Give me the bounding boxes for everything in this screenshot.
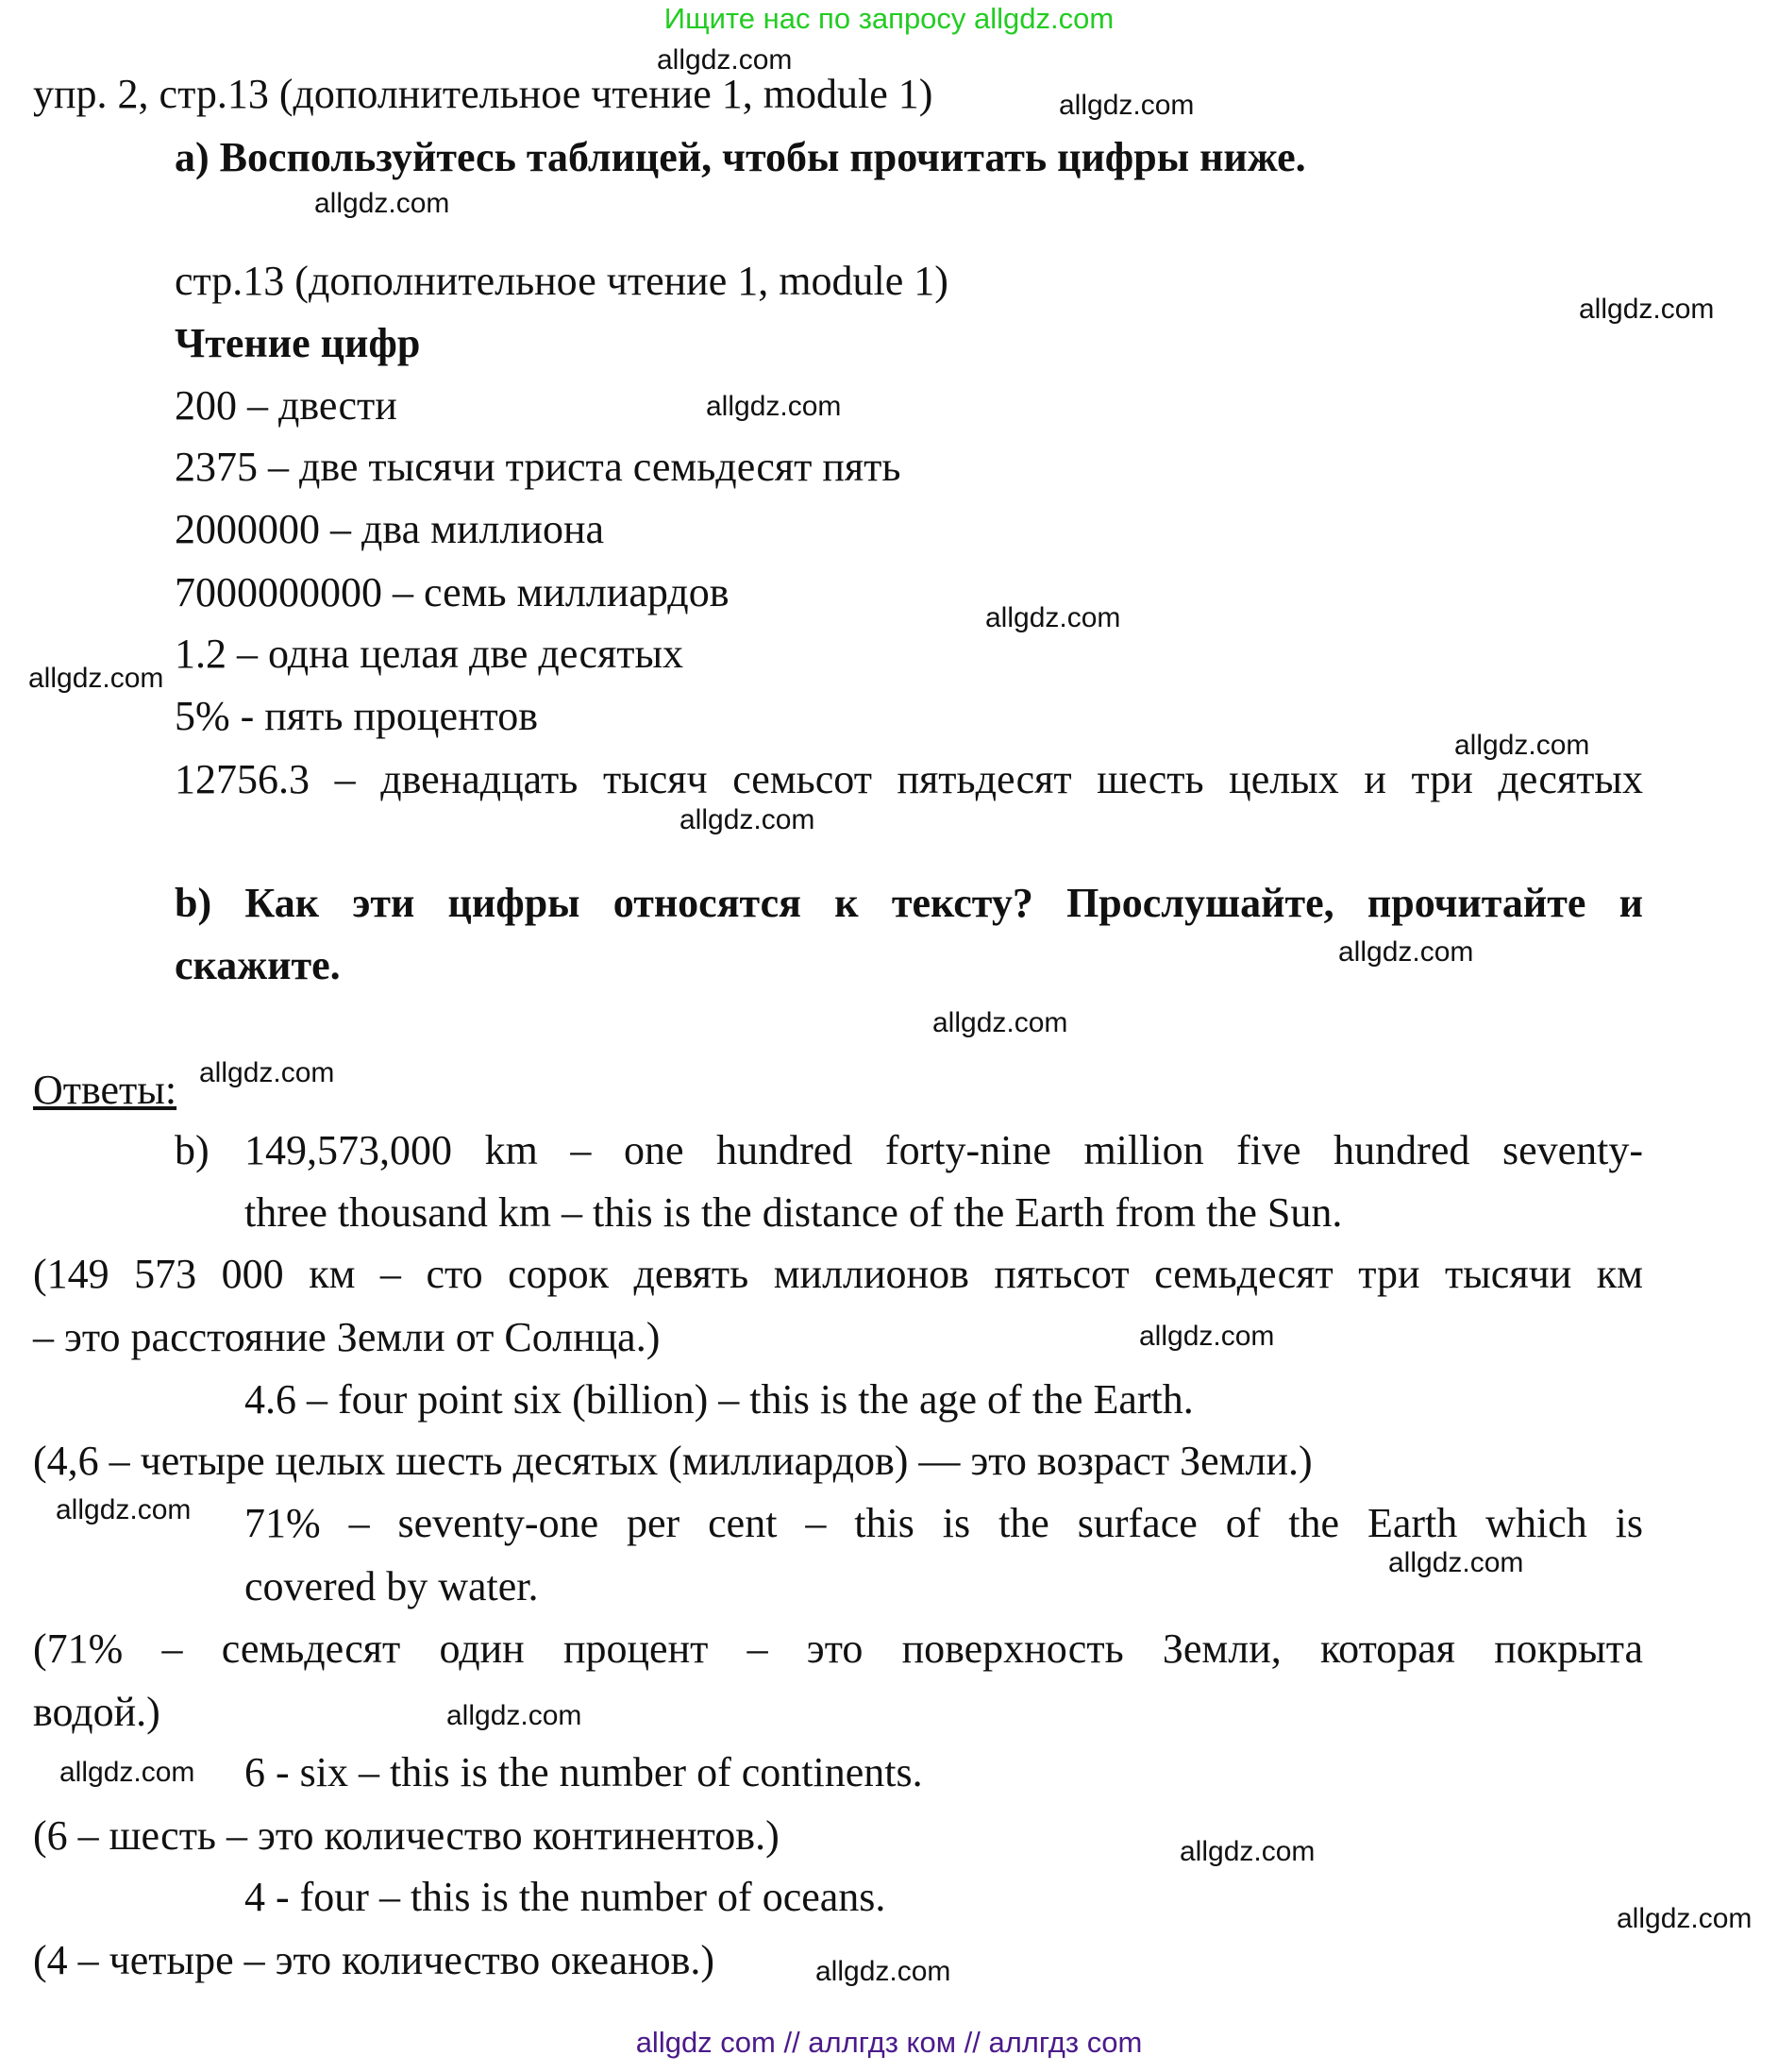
number-line: 2000000 – два миллиона <box>175 506 605 552</box>
watermark: allgdz.com <box>1579 294 1715 325</box>
watermark: allgdz.com <box>1059 90 1195 121</box>
watermark: allgdz.com <box>28 663 164 694</box>
watermark: allgdz.com <box>199 1057 335 1088</box>
watermark: allgdz.com <box>679 804 815 835</box>
watermark: allgdz.com <box>815 1956 951 1987</box>
answer-line: 6 - six – this is the number of continents. <box>244 1749 923 1795</box>
answer-translation: (4,6 – четыре целых шесть десятых (миллиардов) — это возраст Земли.) <box>33 1438 1313 1484</box>
answer-translation: (71% – семьдесят один процент – это поверхность Земли, которая покрыта <box>33 1626 1643 1672</box>
answer-translation: – это расстояние Земли от Солнца.) <box>33 1314 661 1360</box>
footer-banner: allgdz com // аллгдз ком // аллгдз com <box>635 2026 1143 2059</box>
answer-line: 4.6 – four point six (billion) – this is the age of the Earth. <box>244 1376 1194 1423</box>
number-line: 200 – двести <box>175 382 397 429</box>
answer-translation: (149 573 000 км – сто сорок девять миллионов пятьсот семьдесят три тысячи км <box>33 1251 1643 1297</box>
watermark: allgdz.com <box>1388 1547 1524 1578</box>
watermark: allgdz.com <box>985 602 1121 633</box>
watermark: allgdz.com <box>1454 730 1590 761</box>
exercise-title: упр. 2, стр.13 (дополнительное чтение 1, module 1) <box>33 71 933 117</box>
answer-line: 149,573,000 km – one hundred forty-nine million five hundred seventy- <box>244 1127 1643 1173</box>
watermark: allgdz.com <box>59 1757 195 1788</box>
watermark: allgdz.com <box>446 1700 582 1731</box>
answer-marker: b) <box>175 1127 210 1173</box>
number-line: 7000000000 – семь миллиардов <box>175 569 730 615</box>
task-a: a) Воспользуйтесь таблицей, чтобы прочитать цифры ниже. <box>175 134 1306 180</box>
answer-translation: (6 – шесть – это количество континентов.) <box>33 1812 780 1859</box>
answer-line: 4 - four – this is the number of oceans. <box>244 1874 886 1920</box>
answer-line: 71% – seventy-one per cent – this is the surface of the Earth which is <box>244 1500 1643 1546</box>
number-line: 1.2 – одна целая две десятых <box>175 631 683 677</box>
watermark: allgdz.com <box>657 44 793 76</box>
watermark: allgdz.com <box>1139 1321 1275 1352</box>
watermark: allgdz.com <box>932 1007 1068 1038</box>
watermark: allgdz.com <box>706 391 842 422</box>
watermark: allgdz.com <box>1617 1903 1753 1934</box>
answer-translation: (4 – четыре – это количество океанов.) <box>33 1937 715 1983</box>
search-banner: Ищите нас по запросу allgdz.com <box>663 2 1115 35</box>
number-line: 12756.3 – двенадцать тысяч семьсот пятьдесят шесть целых и три десятых <box>175 756 1643 802</box>
subtitle: стр.13 (дополнительное чтение 1, module 1) <box>175 258 948 304</box>
answer-line: covered by water. <box>244 1563 539 1609</box>
number-line: 5% - пять процентов <box>175 693 538 739</box>
watermark: allgdz.com <box>314 188 450 219</box>
answer-translation: водой.) <box>33 1689 160 1735</box>
watermark: allgdz.com <box>56 1494 192 1525</box>
reading-heading: Чтение цифр <box>175 320 421 366</box>
answer-line: three thousand km – this is the distance of the Earth from the Sun. <box>244 1189 1343 1236</box>
task-b-line: b) Как эти цифры относятся к тексту? Прослушайте, прочитайте и <box>175 880 1643 926</box>
watermark: allgdz.com <box>1180 1836 1316 1867</box>
number-line: 2375 – две тысячи триста семьдесят пять <box>175 444 901 490</box>
watermark: allgdz.com <box>1338 936 1474 968</box>
answers-label: Ответы: <box>33 1067 177 1113</box>
task-b-line: скажите. <box>175 942 341 988</box>
